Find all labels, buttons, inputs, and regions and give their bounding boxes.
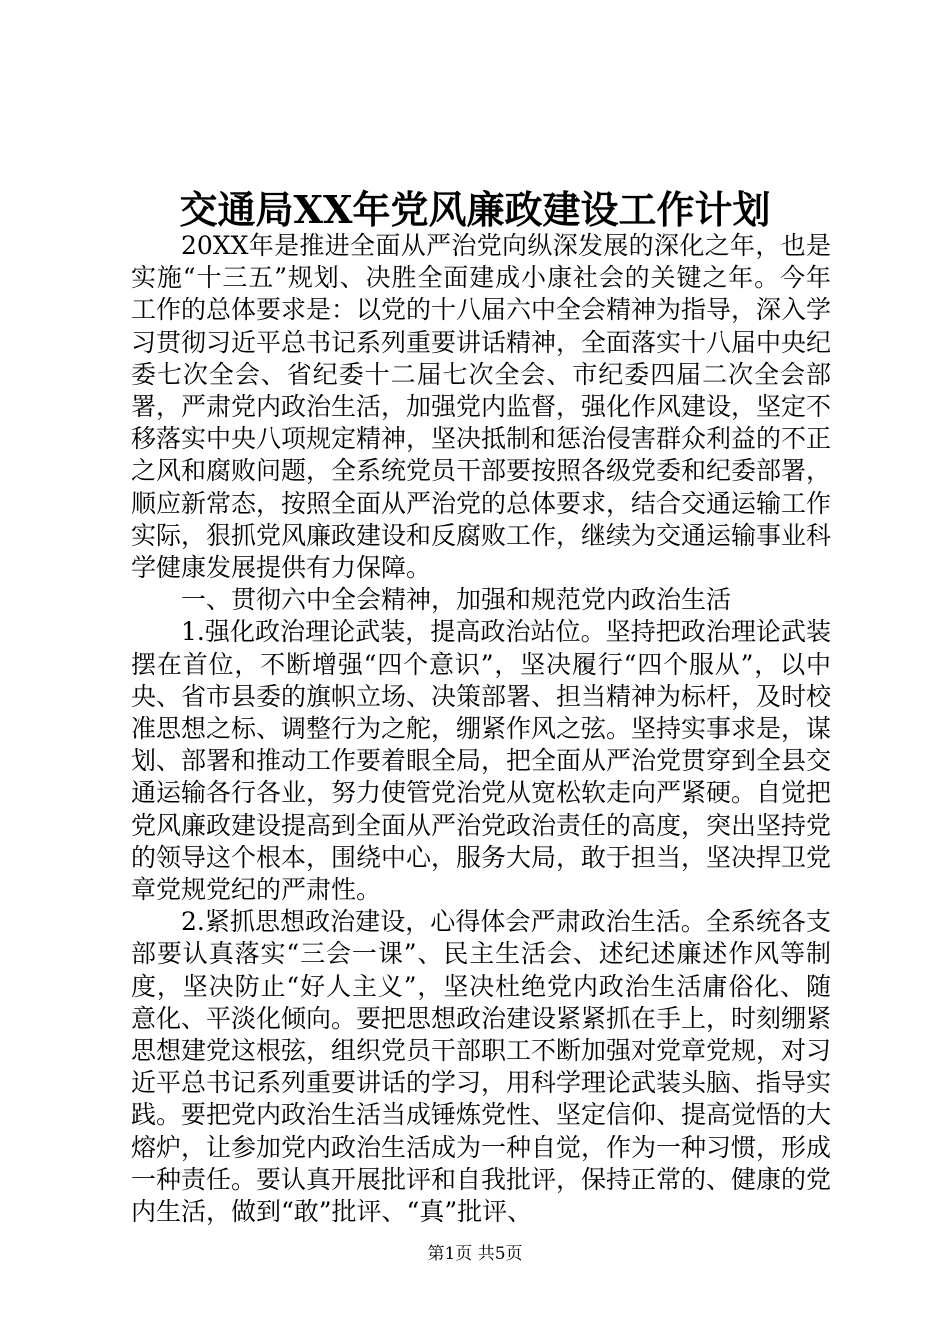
paragraph-intro: 20XX年是推进全面从严治党向纵深发展的深化之年，也是实施“十三五”规划、决胜全面建成小康社会的关键之年。今年工作的总体要求是：以党的十八届六中全会精神为指导，深入学习贯彻习近平总书记系列重要讲话精神，全面落实十八届中央纪委七次全会、省纪委十二届七次全会、市纪委四届二次全会部署，严肃党内政治生活，加强党内监督，强化作风建设，坚定不移落实中央八项规定精神，坚决抵制和惩治侵害群众利益的不正之风和腐败问题，全系统党员干部要按照各级党委和纪委部署，顺应新常态，按照全面从严治党的总体要求，结合交通运输工作实际，狠抓党风廉政建设和反腐败工作，继续为交通运输事业科学健康发展提供有力保障。 <box>131 231 832 583</box>
paragraph-item-1: 1.强化政治理论武装，提高政治站位。坚持把政治理论武装摆在首位，不断增强“四个意识”，坚决履行“四个服从”，以中央、省市县委的旗帜立场、决策部署、担当精神为标杆，及时校准思想之标、调整行为之舵，绷紧作风之弦。坚持实事求是，谋划、部署和推动工作要着眼全局，把全面从严治党贯穿到全县交通运输各行各业，努力使管党治党从宽松软走向严紧硬。自觉把党风廉政建设提高到全面从严治党政治责任的高度，突出坚持党的领导这个根本，围绕中心，服务大局，敢于担当，坚决捍卫党章党规党纪的严肃性。 <box>131 617 832 905</box>
section-heading-1: 一、贯彻六中全会精神，加强和规范党内政治生活 <box>181 585 732 615</box>
document-title: 交通局XX年党风廉政建设工作计划 <box>179 187 771 232</box>
paragraph-item-2: 2.紧抓思想政治建设，心得体会严肃政治生活。全系统各支部要认真落实“三会一课”、民主生活会、述纪述廉述作风等制度，坚决防止“好人主义”，坚决杜绝党内政治生活庸俗化、随意化、平淡化倾向。要把思想政治建设紧紧抓在手上，时刻绷紧思想建党这根弦，组织党员干部职工不断加强对党章党规，对习近平总书记系列重要讲话的学习，用科学理论武装头脑、指导实践。要把党内政治生活当成锤炼党性、坚定信仰、提高觉悟的大熔炉，让参加党内政治生活成为一种自觉，作为一种习惯，形成一种责任。要认真开展批评和自我批评，保持正常的、健康的党内生活，做到“敢”批评、“真”批评、 <box>131 907 832 1227</box>
document-body <box>131 230 831 1228</box>
page-number-footer: 第1页 共5页 <box>427 1244 523 1264</box>
